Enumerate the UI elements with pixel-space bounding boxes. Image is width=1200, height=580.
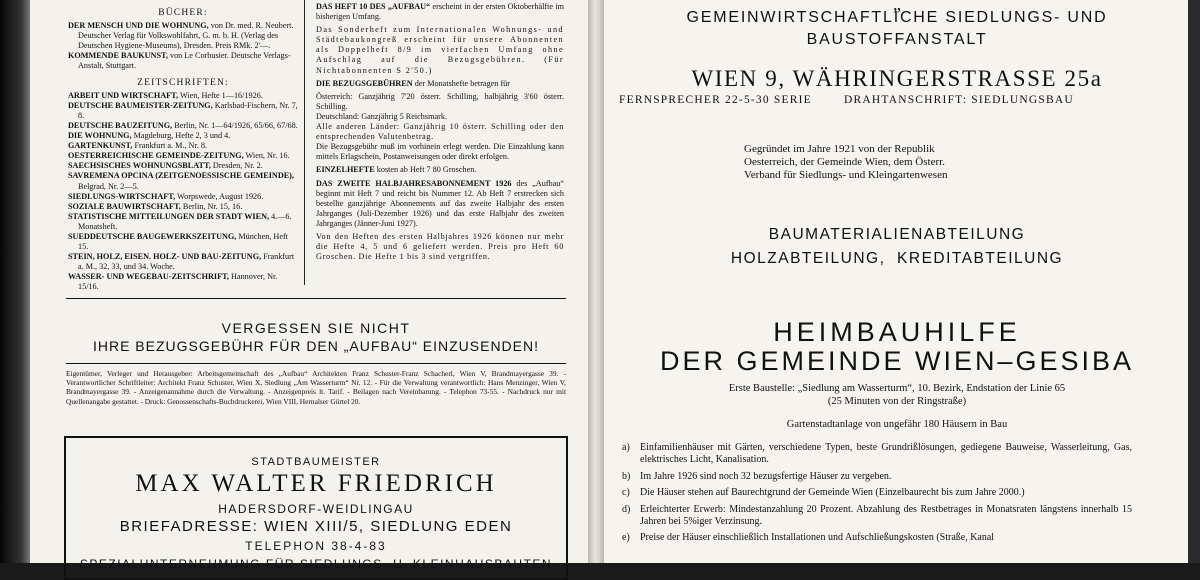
- title-heimbauhilfe: HEIMBAUHILFE: [773, 317, 1021, 347]
- periodical-entry: [68, 121, 298, 131]
- notice-single-issues: [316, 165, 564, 175]
- periodical-entry: [68, 252, 298, 272]
- periodical-entry-title: DIE WOHNUNG,: [68, 131, 132, 141]
- notice-second-half: [316, 179, 564, 229]
- page-edge-right: [1188, 0, 1200, 563]
- heading-zeitschriften: ZEITSCHRIFTEN:: [137, 77, 229, 88]
- periodical-entry-title: SAVREMENA OPCINA (ZEITGENOESSISCHE GEMEINDE),: [68, 171, 294, 181]
- founded-statement: [744, 143, 1044, 183]
- org-address: WIEN 9, WÄHRINGERSTRASSE 25a: [691, 66, 1103, 91]
- book-entry-title: DER MENSCH UND DIE WOHNUNG,: [68, 21, 209, 31]
- garden-city-note: Gartenstadtanlage von ungefähr 180 Häusern in Bau: [786, 419, 1008, 430]
- periodical-entry-details: München, Heft 15.: [78, 231, 288, 252]
- column-books-periodicals: [68, 6, 298, 293]
- notice-heft-10-text: erscheint in der ersten Oktoberhälfte im bisherigen Umfang.: [316, 2, 564, 22]
- ad-phone: TELEPHON 38-4-83: [245, 539, 387, 553]
- feature-item-text: Erleichterter Erwerb: Mindestanzahlung 20 Prozent. Abzahlung des Restbetrages in Monatsraten längstens innerhalb 15 Jahren bei 5%iger Verzinsung.: [640, 503, 1132, 528]
- periodical-entry-title: SOZIALE BAUWIRTSCHAFT,: [68, 201, 181, 211]
- feature-item-text: Einfamilienhäuser mit Gärten, verschiedene Typen, beste Grundrißlösungen, gediegene Bauweise, Wasserleitung, Gas, elektrisches Licht, Kanalisation.: [640, 442, 1132, 466]
- zeitschriften-list: [68, 91, 298, 293]
- advertisement-friedrich: [64, 436, 568, 580]
- periodical-entry: [68, 212, 298, 232]
- periodical-entry: [68, 151, 298, 161]
- right-page: [604, 0, 1190, 563]
- periodical-entry-title: DEUTSCHE BAUMEISTER-ZEITUNG,: [68, 100, 213, 110]
- feature-item-text: Preise der Häuser einschließlich Installationen und Aufschließungskosten (Straße, Kanal: [640, 532, 995, 544]
- periodical-entry-title: SAECHSISCHES WOHNUNGSBLATT,: [68, 161, 211, 171]
- notice-second-half-bold: DAS ZWEITE HALBJAHRESABONNEMENT 1926: [316, 178, 512, 188]
- feature-item-text: Im Jahre 1926 sind noch 32 bezugsfertige Häuser zu vergeben.: [640, 470, 892, 482]
- periodical-entry: [68, 171, 298, 191]
- periodical-entry-details: Dresden, Nr. 2.: [210, 161, 263, 171]
- founded-line: Gegründet im Jahre 1921 von der Republik: [744, 143, 935, 155]
- periodical-entry-details: 4.—6. Monatsheft.: [78, 211, 292, 231]
- ad-title: STADTBAUMEISTER: [251, 456, 381, 468]
- dept-building-materials: BAUMATERIALIENABTEILUNG: [768, 226, 1026, 243]
- notice-second-half-text: des „Aufbau“ beginnt mit Heft 7 und reicht bis Nummer 12. Ab Heft 7 erstrecken sich bestellte ganzjährige Abonnements auf das zweite Halbjahr des ersten Jahrganges (Juli-Dezember 1926) und das erste Halbjahr des zweiten Jahrganges (Jänner-Juni 1927).: [316, 178, 564, 228]
- periodical-entry: [68, 101, 298, 121]
- feature-list: [622, 442, 1132, 549]
- feature-item: [622, 504, 1132, 529]
- periodical-entry-details: Karlsbad-Fischern, Nr. 7, 8.: [78, 100, 298, 120]
- feature-item-label: d): [622, 503, 631, 515]
- feature-item-label: b): [622, 470, 631, 482]
- periodical-entry: [68, 161, 298, 171]
- periodical-entry-title: STEIN, HOLZ, EISEN. HOLZ- UND BAU-ZEITUNG,: [68, 252, 262, 262]
- book-entry-title: KOMMENDE BAUKUNST,: [68, 51, 168, 61]
- periodical-entry-details: Wien, Hefte 1—16/1926.: [178, 90, 263, 100]
- org-name-line-1: GEMEINWIRTSCHAFTLICHE SIEDLUNGS- UND: [686, 9, 1108, 26]
- periodical-entry-details: Berlin, Nr. 1—64/1926, 65/66, 67/68.: [172, 120, 298, 130]
- book-entry: [68, 51, 298, 71]
- book-entry-details: von Dr. med. R. Neubert. Deutscher Verlag für Volkswohlfahrt, G. m. b. H. (Verlag des Deutschen Hygiene-Museums), Dresden. Preis RMk. 2'—.: [78, 21, 294, 51]
- imprint-text: Eigentümer, Verleger und Herausgeber: Arbeitsgemeinschaft des „Aufbau“ Architekten Franz Schuster-Franz Schacherl, Wien V, Brandmayergasse 39. - Verantwortlicher Schriftleiter: Architekt Franz Schuster, Wien X, Siedlung „Am Wasserturm“ Nr. 12. - Für die Verwaltung verantwortlich: Hans Menzinger, Wien V, Brandmayergasse 39. - Anzeigenannahme durch die Verwaltung. - Anzeigenpreis lt. Tarif. - Beilagen nach Vereinbarung. - Telephon 73-55. - Nachdruck nur mit Quellenangabe gestattet. - Druck: Genossenschafts-Buchdruckerei, Wien VIII, Hernalser Gürtel 20.: [66, 369, 566, 406]
- periodical-entry-title: GARTENKUNST,: [68, 141, 133, 151]
- notice-back-issues: Von den Heften des ersten Halbjahres 1926 können nur mehr die Hefte 4, 5 und 6 geliefert werden. Preis pro Heft 60 Groschen. Die Hefte 1 bis 3 sind vergriffen.: [316, 231, 564, 262]
- feature-item-label: e): [622, 532, 630, 544]
- feature-item: [622, 442, 1132, 467]
- title-gesiba: DER GEMEINDE WIEN–GESIBA: [659, 346, 1135, 376]
- periodical-entry: [68, 91, 298, 101]
- notice-fees-bold: DIE BEZUGSGEBÜHREN: [316, 78, 413, 88]
- feature-item-label: a): [622, 442, 630, 453]
- periodical-entry-title: SUEDDEUTSCHE BAUGEWERKSZEITUNG,: [68, 231, 237, 241]
- feature-item-label: c): [622, 487, 630, 499]
- periodical-entry-details: Belgrad, Nr. 2—5.: [78, 181, 139, 191]
- org-phone: FERNSPRECHER 22-5-30 SERIE: [619, 94, 812, 106]
- page-edge-left: [0, 0, 30, 563]
- ad-name: MAX WALTER FRIEDRICH: [135, 470, 497, 497]
- site-first: Erste Baustelle: „Siedlung am Wasserturm“, 10. Bezirk, Endstation der Linie 65: [728, 383, 1066, 394]
- column-subscription-info: [316, 2, 564, 265]
- fee-germany: Deutschland: Ganzjährig 5 Reichsmark.: [316, 111, 447, 121]
- notice-fees: [316, 79, 564, 89]
- org-name-line-2: BAUSTOFFANSTALT: [806, 31, 988, 48]
- org-telegram: DRAHTANSCHRIFT: SIEDLUNGSBAU: [844, 94, 1074, 106]
- ad-address: BRIEFADRESSE: WIEN XIII/5, SIEDLUNG EDEN: [119, 518, 513, 535]
- column-divider: [304, 0, 305, 285]
- left-page: [30, 0, 590, 571]
- periodical-entry: [68, 202, 298, 212]
- periodical-entry-title: DEUTSCHE BAUZEITUNG,: [68, 120, 173, 130]
- periodical-entry-details: Hannover, Nr. 15/16.: [78, 272, 278, 292]
- buecher-list: [68, 21, 298, 71]
- feature-item: [622, 532, 1132, 544]
- feature-item-text: Die Häuser stehen auf Baurechtgrund der Gemeinde Wien (Einzelbaurecht bis zum Jahre 2000.): [640, 487, 1025, 499]
- banner-line-1: VERGESSEN SIE NICHT: [221, 320, 411, 336]
- site-distance: (25 Minuten von der Ringstraße): [827, 396, 967, 407]
- top-quote-mark: „: [893, 0, 901, 14]
- periodical-entry-details: Magdeburg, Hefte 2, 3 und 4.: [131, 131, 231, 141]
- periodical-entry-title: STATISTISCHE MITTEILUNGEN DER STADT WIEN,: [68, 211, 270, 221]
- notice-special-issue: Das Sonderheft zum Internationalen Wohnungs- und Städtebaukongreß erscheint für unsere Abonnenten als Doppelheft 8/9 im vierfachen Umfang ohne Aufschlag auf die Bezugsgebühren. (Für Nichtabonnenten S 2'50.): [316, 25, 564, 75]
- dept-wood-credit: HOLZABTEILUNG, KREDITABTEILUNG: [730, 250, 1064, 267]
- periodical-entry-title: ARBEIT UND WIRTSCHAFT,: [68, 90, 179, 100]
- notice-single-issues-text: kosten ab Heft 7 80 Groschen.: [374, 165, 477, 175]
- periodical-entry: [68, 192, 298, 202]
- founded-line: Verband für Siedlungs- und Kleingartenwesen: [744, 169, 948, 182]
- periodical-entry: [68, 131, 298, 141]
- rule-below-banner: [66, 363, 566, 364]
- periodical-entry-details: Worpswede, August 1926.: [175, 191, 264, 201]
- periodical-entry-details: Wien, Nr. 16.: [243, 151, 290, 161]
- notice-heft-10-bold: DAS HEFT 10 DES „AUFBAU“: [316, 2, 431, 11]
- ad-place: HADERSDORF-WEIDLINGAU: [218, 502, 414, 516]
- notice-heft-10: [316, 2, 564, 22]
- fee-payment-note: Die Bezugsgebühr muß im vorhinein erlegt werden. Die Einzahlung kann mittels Erlagschein, Postanweisungen oder direkt erfolgen.: [316, 142, 564, 162]
- periodical-entry-title: OESTERREICHISCHE GEMEINDE-ZEITUNG,: [68, 151, 244, 161]
- notice-fees-text: der Monatshefte betragen für: [412, 78, 510, 88]
- notice-single-issues-bold: EINZELHEFTE: [316, 165, 375, 175]
- banner-line-2: IHRE BEZUGSGEBÜHR FÜR DEN „AUFBAU“ EINZUSENDEN!: [92, 338, 540, 354]
- periodical-entry: [68, 272, 298, 292]
- book-entry-details: von Le Corbusier. Deutsche Verlags-Anstalt, Stuttgart.: [78, 51, 291, 71]
- ad-specialty: SPEZIALUNTERNEHMUNG FÜR SIEDLUNGS- U. KLEINHAUSBAUTEN: [79, 557, 553, 571]
- fee-austria: Österreich: Ganzjährig 7'20 österr. Schilling, halbjährig 3'60 österr. Schilling.: [316, 91, 564, 111]
- rule-above-banner: [66, 298, 566, 299]
- periodical-entry-title: WASSER- UND WEGEBAU-ZEITSCHRIFT,: [68, 272, 229, 282]
- periodical-entry: [68, 141, 298, 151]
- periodical-entry: [68, 232, 298, 252]
- fee-other-countries: Alle anderen Länder: Ganzjährig 10 österr. Schilling oder den entsprechenden Valutenbetrag.: [316, 122, 564, 142]
- heading-buecher: BÜCHER:: [158, 8, 208, 18]
- periodical-entry-title: SIEDLUNGS-WIRTSCHAFT,: [68, 191, 176, 201]
- periodical-entry-details: Berlin, Nr. 15, 16.: [180, 201, 243, 211]
- feature-item: [622, 487, 1132, 499]
- feature-item: [622, 471, 1132, 483]
- book-entry: [68, 21, 298, 51]
- periodical-entry-details: Frankfurt a. M., Nr. 8.: [132, 141, 207, 151]
- periodical-entry-details: Frankfurt a. M., 32, 33, und 34. Woche.: [78, 252, 295, 272]
- imprint: [66, 369, 566, 406]
- founded-line: Oesterreich, der Gemeinde Wien, dem Österr.: [744, 156, 945, 169]
